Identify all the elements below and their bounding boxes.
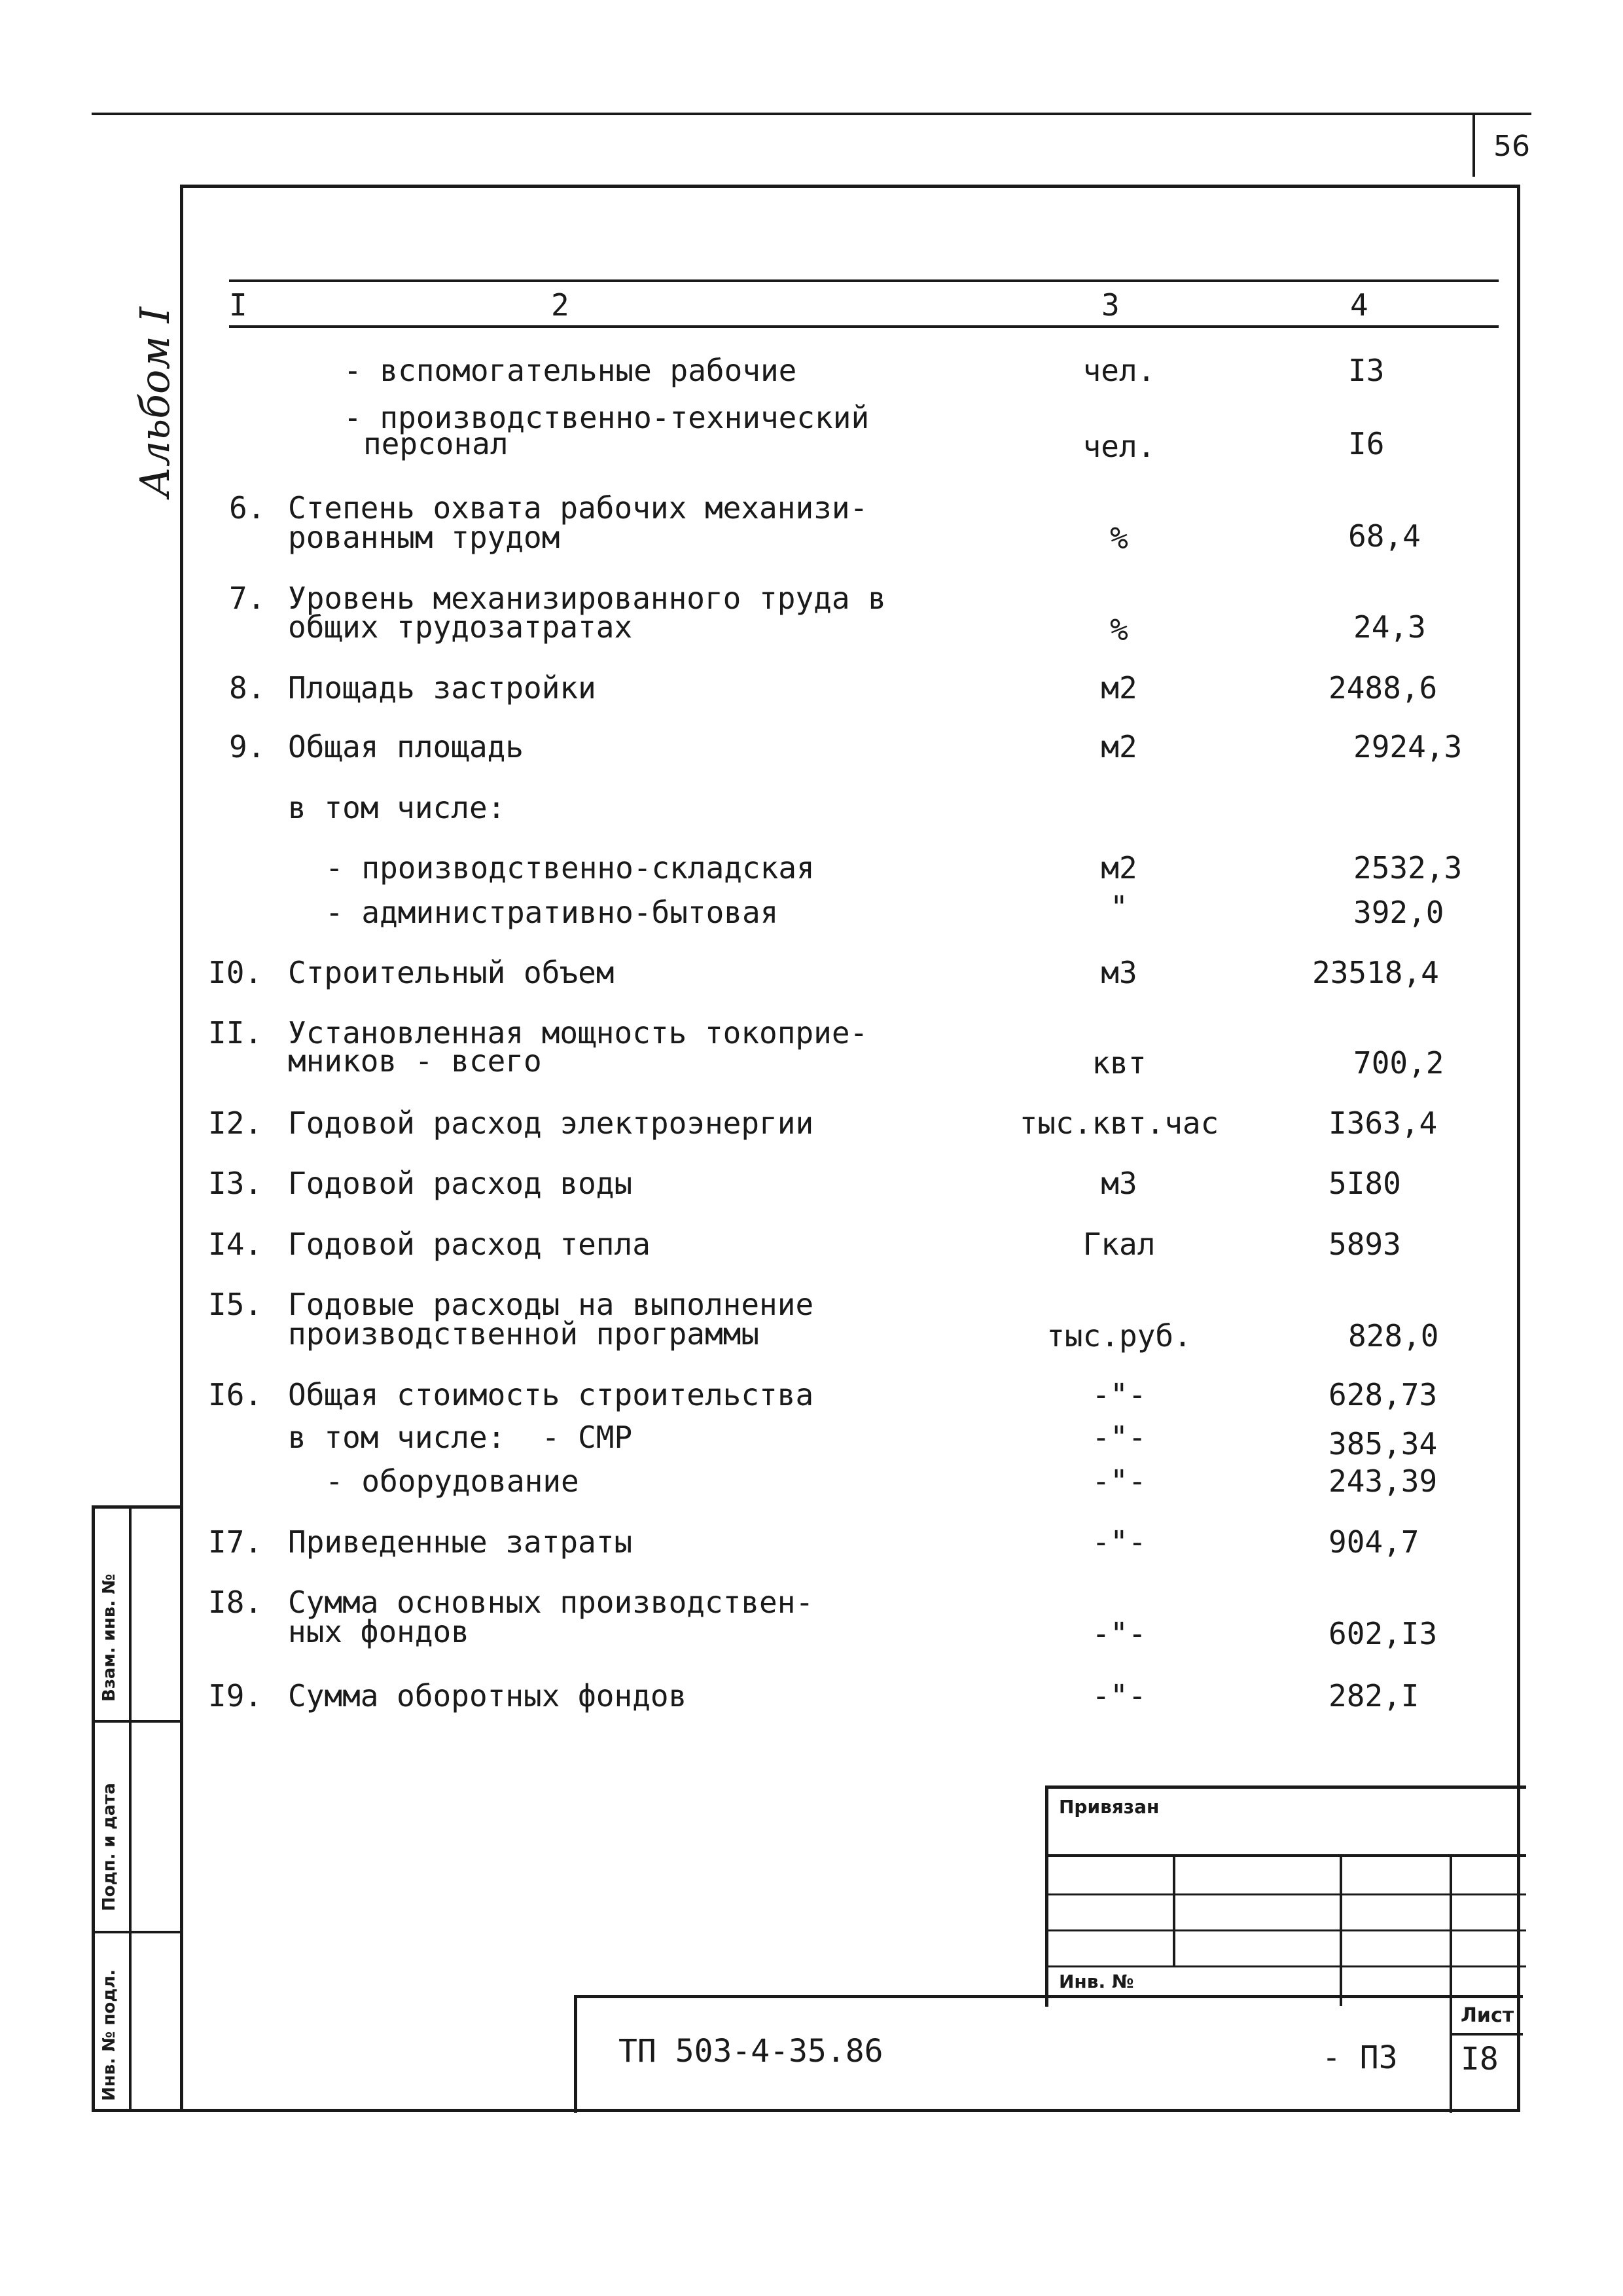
row-number: I9. (208, 1678, 263, 1713)
row-text-continued: рованным трудом (288, 520, 560, 555)
row-unit: Гкал (1082, 1227, 1156, 1262)
podp-data-label: Подп. и дата (99, 1783, 119, 1911)
row-number: I4. (208, 1227, 263, 1262)
row-unit: чел. (1082, 353, 1156, 388)
row-unit: м2 (1101, 729, 1137, 764)
row-number: 6. (229, 490, 266, 526)
title-block-list-divider (1450, 1995, 1452, 2113)
stamp-col-2 (1340, 1854, 1342, 2006)
row-unit: тыс.квт.час (1019, 1105, 1219, 1141)
inv-podl-label: Инв. № подл. (99, 1969, 119, 2101)
row-text: Площадь застройки (288, 670, 596, 706)
page-number: 56 (1493, 130, 1530, 163)
row-text-continued: мников - всего (288, 1043, 542, 1079)
list-number: I8 (1461, 2041, 1499, 2077)
row-number: I7. (208, 1524, 263, 1560)
row-number: 8. (229, 670, 266, 706)
row-value: I3 (1348, 353, 1385, 388)
privyazan-label: Привязан (1059, 1796, 1160, 1818)
row-unit: м2 (1101, 850, 1137, 886)
row-unit: -"- (1092, 1524, 1147, 1560)
row-text-continued: персонал (363, 426, 508, 461)
album-note: Альбом I (131, 307, 179, 497)
row-value: 828,0 (1348, 1318, 1439, 1354)
row-text: Установленная мощность токоприе- (288, 1015, 868, 1050)
row-value: 700,2 (1353, 1045, 1444, 1081)
row-text: - вспомогательные рабочие (344, 353, 797, 388)
row-value: 282,I (1329, 1678, 1419, 1713)
row-text: Общая стоимость строительства (288, 1377, 814, 1412)
stamp-line-2 (1045, 1893, 1526, 1895)
row-number: I8. (208, 1585, 263, 1620)
row-value: 68,4 (1348, 518, 1421, 554)
row-unit: -"- (1092, 1420, 1147, 1455)
title-block-list-rule (1450, 2033, 1523, 2036)
row-number: 9. (229, 729, 266, 764)
row-text: Сумма основных производствен- (288, 1585, 814, 1620)
row-text: Уровень механизированного труда в (288, 581, 886, 616)
table-header-col1: I (229, 287, 247, 323)
row-number: II. (208, 1015, 263, 1050)
top-rule (92, 113, 1531, 115)
row-text: Сумма оборотных фондов (288, 1678, 687, 1713)
row-unit: тыс.руб. (1046, 1318, 1192, 1354)
row-number: I0. (208, 955, 263, 990)
row-value: 243,39 (1329, 1463, 1438, 1499)
row-text: - производственно-технический (344, 400, 870, 435)
table-header-col3: 3 (1101, 287, 1120, 323)
row-text: Степень охвата рабочих механизи- (288, 490, 868, 526)
row-number: I3. (208, 1166, 263, 1201)
row-value: 385,34 (1329, 1426, 1438, 1462)
row-text: Приведенные затраты (288, 1524, 633, 1560)
row-value: 2924,3 (1353, 729, 1463, 764)
stamp-col-1 (1173, 1854, 1175, 1965)
table-header-top-rule (229, 279, 1499, 282)
side-stamp-divider (129, 1505, 132, 2112)
stamp-line-3 (1045, 1929, 1526, 1931)
row-text: в том числе: - СМР (288, 1420, 633, 1455)
stamp-line-4 (1045, 1965, 1526, 1967)
row-unit: -"- (1092, 1463, 1147, 1499)
row-unit: чел. (1082, 429, 1156, 464)
side-stamp-line-1 (92, 1720, 183, 1723)
row-value: 602,I3 (1329, 1616, 1438, 1651)
document-code: ТП 503-4-35.86 (618, 2033, 883, 2070)
row-number: I2. (208, 1105, 263, 1141)
row-value: 628,73 (1329, 1377, 1438, 1412)
row-unit: " (1110, 889, 1128, 925)
row-text-continued: общих трудозатратах (288, 609, 633, 645)
row-unit: -"- (1092, 1678, 1147, 1713)
table-header-col4: 4 (1350, 287, 1368, 323)
row-unit: м3 (1101, 1166, 1137, 1201)
row-unit: м2 (1101, 670, 1137, 706)
inv-no-label: Инв. № (1059, 1971, 1134, 1992)
row-text: Общая площадь (288, 729, 524, 764)
row-text: Годовой расход воды (288, 1166, 633, 1201)
row-text: Годовой расход тепла (288, 1227, 651, 1262)
row-text-continued: производственной программы (288, 1316, 760, 1352)
row-value: 392,0 (1353, 895, 1444, 930)
row-text: Годовые расходы на выполнение (288, 1287, 814, 1322)
row-value: I6 (1348, 426, 1385, 461)
row-value: 2532,3 (1353, 850, 1463, 886)
row-number: 7. (229, 581, 266, 616)
row-value: 904,7 (1329, 1524, 1419, 1560)
table-header-col2: 2 (551, 287, 569, 323)
row-number: I5. (208, 1287, 263, 1322)
row-unit: м3 (1101, 955, 1137, 990)
row-value: 2488,6 (1329, 670, 1438, 706)
row-value: 5I80 (1329, 1166, 1401, 1201)
stamp-col-3 (1450, 1854, 1452, 2006)
row-text: Годовой расход электроэнергии (288, 1105, 814, 1141)
side-stamp-line-2 (92, 1931, 183, 1933)
list-label: Лист (1461, 2004, 1514, 2027)
row-value: 24,3 (1353, 609, 1426, 645)
vzam-inv-label: Взам. инв. № (99, 1573, 119, 1702)
row-value: 23518,4 (1312, 955, 1439, 990)
row-text: Строительный объем (288, 955, 615, 990)
row-unit: -"- (1092, 1377, 1147, 1412)
row-text: - производственно-складская (325, 850, 815, 886)
row-unit: % (1110, 520, 1128, 556)
row-unit: квт (1092, 1045, 1147, 1081)
document-suffix: - ПЗ (1322, 2039, 1398, 2076)
row-text: - административно-бытовая (325, 895, 779, 930)
table-header-bottom-rule (229, 325, 1499, 328)
row-value: I363,4 (1329, 1105, 1438, 1141)
page-number-divider (1472, 115, 1475, 177)
row-value: 5893 (1329, 1227, 1401, 1262)
row-text: в том числе: (288, 790, 506, 825)
row-text-continued: ных фондов (288, 1614, 469, 1649)
row-unit: -"- (1092, 1616, 1147, 1651)
stamp-line-1 (1045, 1854, 1526, 1857)
row-unit: % (1110, 612, 1128, 647)
row-number: I6. (208, 1377, 263, 1412)
row-text: - оборудование (325, 1463, 579, 1499)
